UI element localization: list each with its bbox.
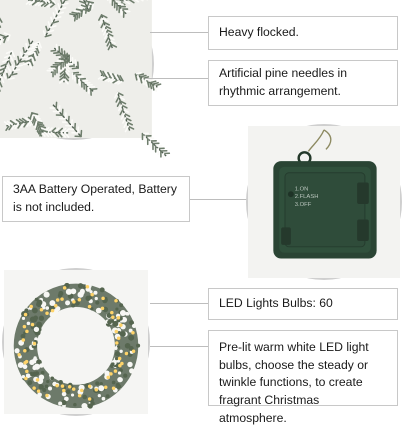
svg-text:3.OFF: 3.OFF [295, 202, 312, 208]
callout-led-bulbs [208, 288, 398, 320]
callout-heavy-flocked [208, 16, 398, 50]
callout-led-description [208, 330, 398, 406]
battery-box-photo [246, 124, 402, 280]
svg-text:2.FLASH: 2.FLASH [295, 194, 319, 200]
connector-line [150, 32, 210, 33]
connector-line [190, 199, 250, 200]
flocked-pine-illustration [0, 0, 152, 138]
callout-battery [2, 176, 190, 222]
callout-text: Artificial pine needles in rhythmic arrangement. [219, 65, 387, 100]
callout-pine-needles [208, 60, 398, 106]
connector-line [146, 78, 210, 79]
connector-line [150, 303, 210, 304]
callout-text: 3AA Battery Operated, Battery is not included. [13, 181, 179, 216]
callout-text: LED Lights Bulbs: 60 [219, 295, 333, 313]
connector-line [150, 346, 210, 347]
lit-wreath-illustration [4, 270, 148, 414]
svg-text:1.ON: 1.ON [295, 186, 309, 192]
callout-text: Pre-lit warm white LED light bulbs, choose the steady or twinkle functions, to create fragrant Christmas atmosphere. [219, 339, 387, 427]
flocked-pine-photo [0, 0, 154, 140]
battery-box-illustration [248, 126, 400, 278]
lit-wreath-photo [2, 268, 150, 416]
callout-text: Heavy flocked. [219, 24, 299, 42]
